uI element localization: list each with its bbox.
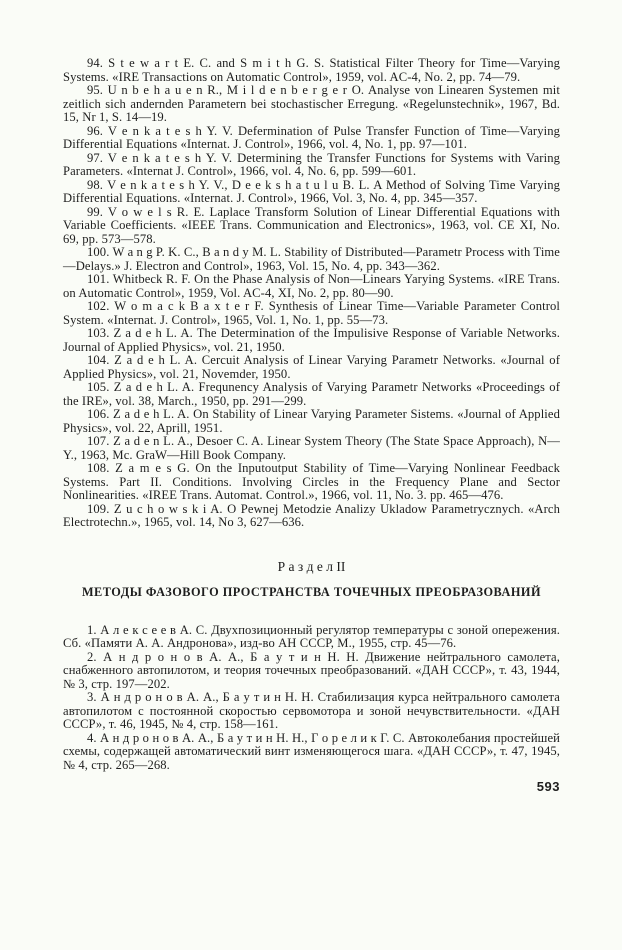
reference-entry: 101. Whitbeck R. F. On the Phase Analysis of Non—Linears Yarying Systems. «IRE Trans. on Automatic Control», 1959, Vol. AC-4, XI, No. 2, pp. 80—90. bbox=[63, 272, 560, 300]
reference-entry: 105. Z a d e h L. A. Frequnency Analysis of Varying Parametr Networks «Proceedings of the IRE», vol. 38, March., 1950, pp. 291—299. bbox=[63, 380, 560, 408]
section-heading bbox=[63, 530, 560, 624]
references-list-russian bbox=[63, 624, 560, 773]
reference-entry: 3. А н д р о н о в А. А., Б а у т и н Н. Н. Стабилизация курса нейтрального самолета автопилотом с постоянной скоростью сервомотора и зоной нечувствительности. «ДАН СССР», т. 46, 1945, № 4, стр. 158—161. bbox=[63, 690, 560, 731]
reference-entry: 109. Z u c h o w s k i A. O Pewnej Metodzie Analizy Ukladow Parametrycznych. «Arch Electrotechn.», 1965, vol. 14, No 3, 627—636. bbox=[63, 501, 560, 529]
reference-entry: 96. V e n k a t e s h Y. V. Defermination of Pulse Transfer Function of Time—Varying Differential Equations «Internat. J. Control», 1966, vol. 4, No. 1, pp. 97—101. bbox=[63, 123, 560, 151]
reference-entry: 103. Z a d e h L. A. The Determination of the Impulisive Response of Variable Networks. Journal of Applied Physics», vol. 21, 1950. bbox=[63, 326, 560, 354]
reference-entry: 94. S t e w a r t E. C. and S m i t h G. S. Statistical Filter Theory for Time—Varying Systems. «IRE Transactions on Automatic Control», 1959, vol. AC-4, No. 2, pp. 74—79. bbox=[63, 56, 560, 84]
section-title: Р а з д е л II bbox=[277, 558, 346, 574]
reference-entry: 4. А н д р о н о в А. А., Б а у т и н Н. Н., Г о р е л и к Г. С. Автоколебания простейшей схемы, содержащей автоматический винт изменяющегося шага. «ДАН СССР», т. 47, 1945, № 4, стр. 265—268. bbox=[63, 730, 560, 772]
reference-entry: 100. W a n g P. K. C., B a n d y M. L. Stability of Distributed—Parametr Process with Time—Delays.» J. Electron and Control», 1963, Vol. 15, No. 4, pp. 343—362. bbox=[63, 245, 560, 273]
reference-entry: 106. Z a d e h L. A. On Stability of Linear Varying Parameter Sistems. «Journal of Applied Physics», vol. 22, Aprill, 1951. bbox=[63, 407, 560, 435]
reference-entry: 95. U n b e h a u e n R., M i l d e n b e r g e r O. Analyse von Linearen Systemen mit zeitlich sich andernden Parametern bei stochastischer Erregung. «Regelunstechnik», 1967, Bd. 15, Nr 1, S. 14—19. bbox=[63, 83, 560, 124]
reference-entry: 1. А л е к с е е в А. С. Двухпозиционный регулятор температуры с зоной опережения. Сб. «Памяти А. А. Андронова», изд-во АН СССР, М., 1955, стр. 45—76. bbox=[63, 622, 560, 650]
page-number: 593 bbox=[536, 779, 560, 794]
reference-entry: 99. V o w e l s R. E. Laplace Transform Solution of Linear Differential Equations with Variable Coefficients. «IEEE Trans. Communication and Electronics», 1963, vol. CE XI, No. 69, pp. 573—578. bbox=[63, 204, 560, 246]
reference-entry: 102. W o m a c k B a x t e r F. Synthesis of Linear Time—Variable Parameter Control System. «Internat. J. Control», 1965, Vol. 1, No. 1, pp. 55—73. bbox=[63, 299, 560, 327]
reference-entry: 98. V e n k a t e s h Y. V., D e e k s h a t u l u B. L. A Method of Solving Time Varying Differential Equations. «Internat. J. Control», 1966, Vol. 3, No. 4, pp. 345—357. bbox=[63, 177, 560, 205]
reference-entry: 107. Z a d e n L. A., Desoer C. A. Linear System Theory (The State Space Approach), N—Y., 1963, Mc. GraW—Hill Book Company. bbox=[63, 434, 560, 462]
section-subtitle: МЕТОДЫ ФАЗОВОГО ПРОСТРАНСТВА ТОЧЕЧНЫХ ПРЕОБРАЗОВАНИЙ bbox=[81, 584, 542, 599]
references-list-latin bbox=[63, 57, 560, 530]
reference-entry: 2. А н д р о н о в А. А., Б а у т и н Н. Н. Движение нейтрального самолета, снабженного автопилотом, и теория точечных преобразований. «ДАН СССР», т. 43, 1944, № 3, стр. 197—202. bbox=[63, 649, 560, 691]
reference-entry: 97. V e n k a t e s h Y. V. Determining the Transfer Functions for Systems with Varing Parameters. «Internat J. Control», 1966, vol. 4, No. 6, pp. 599—601. bbox=[63, 150, 560, 178]
reference-entry: 108. Z a m e s G. On the Inputoutput Stability of Time—Varying Nonlinear Feedback Systems. Part II. Conditions. Involving Circles in the Frequency Plane and Sector Nonlinearities. «IREE Trans. Automat. Control.», 1966, vol. 11, No. 3. pp. 465—476. bbox=[63, 461, 560, 502]
reference-entry: 104. Z a d e h L. A. Cercuit Analysis of Linear Varying Parametr Networks. «Journal of Applied Physics», vol. 21, Novemder, 1950. bbox=[63, 353, 560, 381]
